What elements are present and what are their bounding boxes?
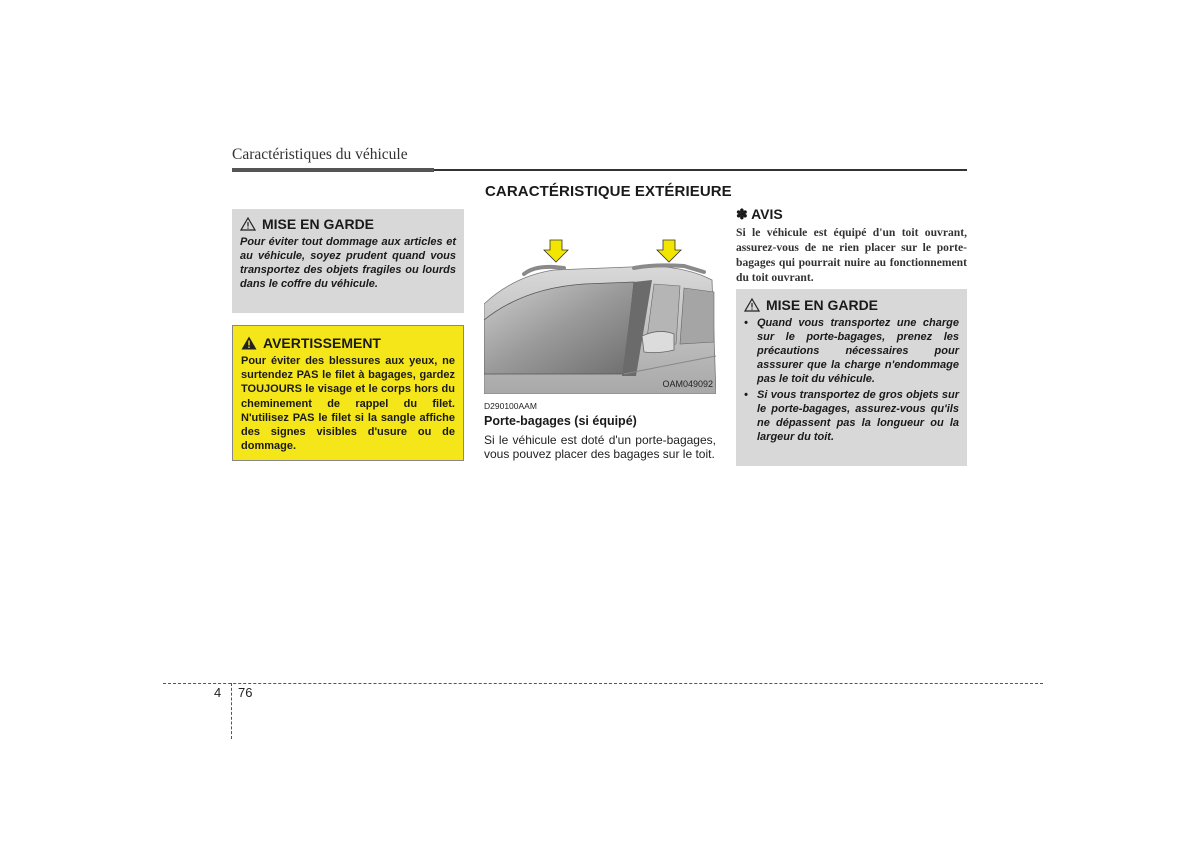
caution-right-heading-label: MISE EN GARDE	[766, 297, 879, 313]
caution-bullet: • Si vous transportez de gros objets sur le porte-bagages, assurez-vous qu'ils ne dépassent pas la longueur ou la largeur du toit.	[744, 389, 959, 443]
avis-text: Si le véhicule est équipé d'un toit ouvrant, assurez-vous de ne rien placer sur le porte-bagages qui pourrait nuire au fonctionnement du toit ouvrant.	[736, 226, 967, 284]
header-title: Caractéristiques du véhicule	[232, 146, 408, 163]
caution-triangle-icon	[240, 217, 256, 231]
figure-code: OAM049092	[662, 379, 713, 389]
warning-box	[232, 325, 464, 461]
section-title: CARACTÉRISTIQUE EXTÉRIEURE	[485, 183, 732, 200]
caution-bullet-text: Si vous transportez de gros objets sur le porte-bagages, assurez-vous qu'ils ne dépassent pas la longueur ou la largeur du toit.	[757, 389, 959, 443]
roof-rack-doc-code: D290100AAM	[484, 401, 537, 411]
caution-bullet-text: Quand vous transportez une charge sur le porte-bagages, prenez les précautions nécessaires pour asssurer que la charge n'endommage pas le toit du véhicule.	[757, 317, 959, 385]
car-roof-illustration	[484, 224, 716, 394]
warning-heading-label: AVERTISSEMENT	[263, 335, 381, 351]
roof-rack-text: Si le véhicule est doté d'un porte-bagages, vous pouvez placer des bagages sur le toit.	[484, 433, 716, 462]
avis-heading: ✽ AVIS	[736, 206, 783, 222]
roof-rack-figure	[484, 224, 716, 394]
warning-heading	[241, 335, 455, 351]
arrow-icon-right	[657, 240, 681, 262]
chapter-number: 4	[214, 685, 222, 700]
footer-dash-vertical	[231, 683, 232, 739]
caution-bullet: • Quand vous transportez une charge sur le porte-bagages, prenez les précautions nécessaires pour asssurer que la charge n'endommage pas le toit du véhicule.	[744, 317, 959, 385]
caution-right-heading	[744, 297, 959, 313]
caution-heading	[240, 216, 456, 232]
warning-triangle-icon	[241, 336, 257, 350]
warning-text: Pour éviter des blessures aux yeux, ne surtendez PAS le filet à bagages, gardez TOUJOURS le visage et le corps hors du cheminement de rappel du filet. N'utilisez PAS le filet si la sangle affiche des signes visibles d'usure ou de dommage.	[241, 355, 455, 453]
caution-heading-label: MISE EN GARDE	[262, 216, 375, 232]
caution-triangle-icon	[744, 298, 760, 312]
roof-rack-title: Porte-bagages (si équipé)	[484, 414, 637, 428]
arrow-icon-left	[544, 240, 568, 262]
header-rule-thick	[232, 168, 434, 172]
header-rule-thin	[434, 169, 967, 171]
page-number: 76	[238, 685, 253, 700]
caution-box-left	[232, 209, 464, 313]
caution-text: Pour éviter tout dommage aux articles et au véhicule, soyez prudent quand vous transportez des objets fragiles ou lourds dans le coffre du véhicule.	[240, 236, 456, 290]
footer-dash-horizontal	[163, 683, 1043, 684]
caution-box-right	[736, 289, 967, 466]
